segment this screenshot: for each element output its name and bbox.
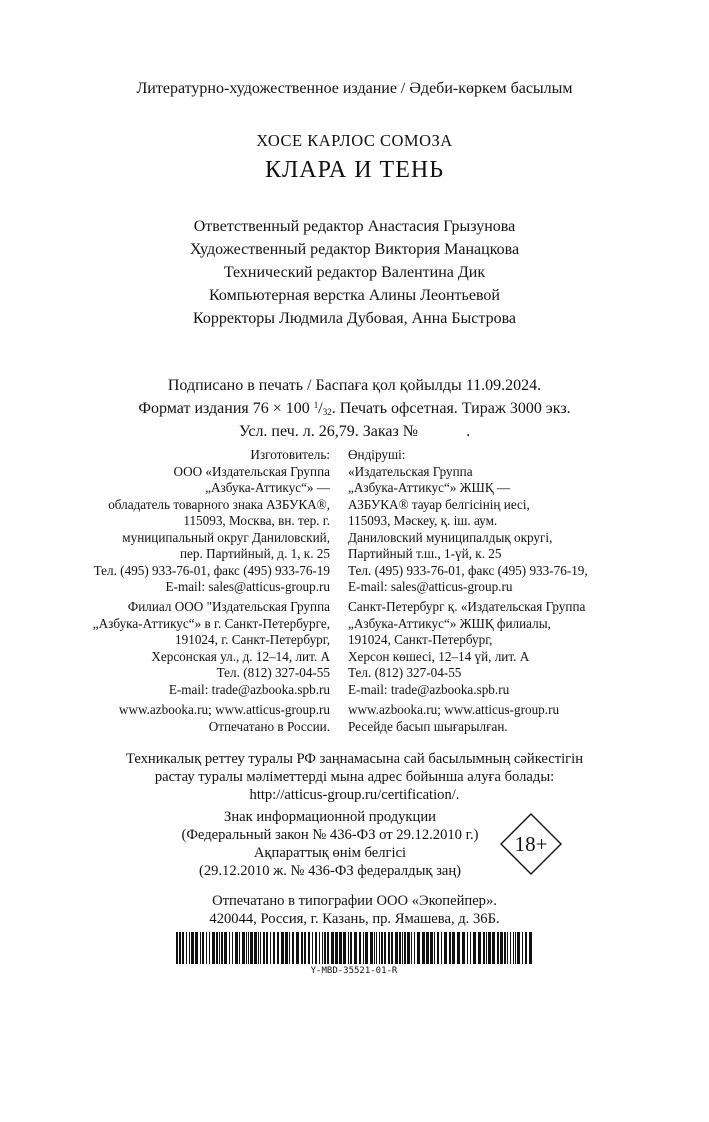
barcode-bar xyxy=(430,932,433,964)
barcode-bar xyxy=(281,932,284,964)
barcode-bar xyxy=(467,932,468,964)
barcode-bar xyxy=(486,932,487,964)
barcode-bar xyxy=(395,932,398,964)
barcode-bar xyxy=(182,932,184,964)
barcode-bar xyxy=(473,932,476,964)
barcode-bar xyxy=(209,932,210,964)
barcode-bar xyxy=(246,932,247,964)
barcode-bar xyxy=(270,932,271,964)
barcode-bar xyxy=(517,932,520,964)
manufacturer-kz: Өндіруші: «Издательская Группа „Азбука-Аттикус“» ЖШҚ — АЗБУКА® тауар белгісінің иесі, 115093, Мәскеу, қ. іш. аум. Даниловский муниципалдық округі, Партийный т.ш., 1-үй, к. 25 Тел. (495) 933-76-01, факс (495) 933-76-19, E-mail: sales@atticus-group.ru xyxy=(348,447,588,594)
barcode-bar xyxy=(515,932,516,964)
barcode-bar xyxy=(417,932,420,964)
barcode-bar xyxy=(513,932,514,964)
barcode-bar xyxy=(235,932,238,964)
barcode-bar xyxy=(322,932,323,964)
age-sign-text: Знак информационной продукции (Федеральный закон № 436-ФЗ от 29.12.2010 г.) Ақпараттық өнім белгісі (29.12.2010 ж. № 436-ФЗ федералдық заң) xyxy=(181,809,479,879)
barcode-bar xyxy=(289,932,290,964)
barcode-bar xyxy=(200,932,201,964)
barcode-bar xyxy=(507,932,508,964)
barcode-bar xyxy=(350,932,352,964)
certification-info: Техникалық реттеу туралы РФ заңнамасына сай басылымның сәйкестігін растау туралы мәліметтерді мына адрес бойынша алуға болады: http://atticus-group.ru/certification/. xyxy=(125,751,584,803)
barcode-bar xyxy=(504,932,506,964)
barcode-bar xyxy=(437,932,439,964)
barcode-bar xyxy=(277,932,279,964)
barcode-bar xyxy=(248,932,249,964)
barcode-bar xyxy=(315,932,317,964)
book-title: КЛАРА И ТЕНЬ xyxy=(265,157,444,183)
credit-line: Компьютерная верстка Алины Леонтьевой xyxy=(209,287,500,304)
barcode-bar xyxy=(376,932,377,964)
barcode-bar xyxy=(422,932,425,964)
barcode-bar xyxy=(370,932,373,964)
barcode-bar xyxy=(411,932,412,964)
barcode-bar xyxy=(202,932,204,964)
barcode-bar xyxy=(263,932,265,964)
barcode-bar xyxy=(254,932,257,964)
barcode-bar xyxy=(444,932,447,964)
barcode-bar xyxy=(388,932,390,964)
barcode-bar xyxy=(449,932,451,964)
barcode-bars xyxy=(176,932,532,964)
credit-line: Корректоры Людмила Дубовая, Анна Быстрова xyxy=(192,310,517,327)
barcode-bar xyxy=(301,932,303,964)
barcode-bar xyxy=(457,932,460,964)
barcode-code: Y-MBD-35521-01-R xyxy=(310,966,398,976)
barcode-bar xyxy=(462,932,465,964)
barcode-bar xyxy=(522,932,523,964)
barcode-bar xyxy=(402,932,403,964)
barcode-bar xyxy=(312,932,313,964)
barcode-bar xyxy=(285,932,288,964)
barcode-bar xyxy=(529,932,532,964)
barcode-bar xyxy=(186,932,187,964)
barcode-bar xyxy=(212,932,215,964)
barcode-bar xyxy=(260,932,261,964)
barcode-bar xyxy=(266,932,268,964)
barcode-bar xyxy=(229,932,230,964)
barcode-bar xyxy=(492,932,495,964)
barcode-bar xyxy=(354,932,357,964)
barcode-bar xyxy=(258,932,259,964)
branch-ru: Филиал ООО "Издательская Группа „Азбука-Аттикус“» в г. Санкт-Петербурге, 191024, г. Санкт-Петербург, Херсонская ул., д. 12–14, лит. А Тел. (812) 327-04-55 E-mail: trade@azbooka.spb.ru xyxy=(92,599,330,697)
barcode-bar xyxy=(335,932,338,964)
barcode-bar xyxy=(497,932,499,964)
barcode-bar xyxy=(224,932,227,964)
barcode-bar xyxy=(308,932,310,964)
web-kz: www.azbooka.ru; www.atticus-group.ru Ресейде басып шығарылған. xyxy=(348,702,560,734)
barcode-bar xyxy=(434,932,435,964)
barcode-bar xyxy=(407,932,410,964)
barcode-bar xyxy=(478,932,481,964)
barcode-bar xyxy=(452,932,455,964)
barcode-bar xyxy=(324,932,326,964)
branch-kz: Санкт-Петербург қ. «Издательская Группа „Азбука-Аттикус“» ЖШҚ филиалы, 191024, Санкт-Петербург, Херсон көшесі, 12–14 үй, лит. А Тел. (812) 327-04-55 E-mail: trade@azbooka.spb.ru xyxy=(348,599,586,697)
age-rating: 18+ xyxy=(514,832,548,856)
credit-line: Художественный редактор Виктория Манацкова xyxy=(189,241,520,258)
barcode-bar xyxy=(239,932,240,964)
credit-line: Ответственный редактор Анастасия Грызунова xyxy=(193,218,516,235)
barcode-bar xyxy=(296,932,299,964)
barcode-bar xyxy=(195,932,198,964)
barcode-bar xyxy=(374,932,375,964)
barcode-bar xyxy=(250,932,253,964)
barcode xyxy=(176,932,532,982)
barcode-bar xyxy=(327,932,329,964)
barcode-bar xyxy=(219,932,220,964)
barcode-bar xyxy=(365,932,368,964)
barcode-bar xyxy=(384,932,386,964)
barcode-bar xyxy=(426,932,429,964)
barcode-bar xyxy=(191,932,194,964)
barcode-bar xyxy=(292,932,294,964)
credit-line: Технический редактор Валентина Дик xyxy=(223,264,486,281)
barcode-bar xyxy=(483,932,485,964)
barcode-bar xyxy=(221,932,223,964)
barcode-bar xyxy=(391,932,393,964)
web-ru: www.azbooka.ru; www.atticus-group.ru Отпечатано в России. xyxy=(118,702,330,734)
barcode-bar xyxy=(510,932,511,964)
printer-info: Отпечатано в типографии ООО «Экопейпер». 420044, Россия, г. Казань, пр. Ямашева, д. 36Б. xyxy=(209,893,500,927)
age-rating-badge xyxy=(500,813,562,875)
edition-type: Литературно-художественное издание / Әдеби-көркем басылым xyxy=(136,80,573,97)
barcode-bar xyxy=(319,932,320,964)
barcode-bar xyxy=(441,932,442,964)
barcode-bar xyxy=(470,932,471,964)
barcode-bar xyxy=(359,932,361,964)
barcode-bar xyxy=(273,932,275,964)
print-info xyxy=(0,376,709,442)
barcode-bar xyxy=(488,932,491,964)
sheets-order: Усл. печ. л. 26,79. Заказ № . xyxy=(238,423,471,440)
barcode-bar xyxy=(179,932,181,964)
barcode-bar xyxy=(343,932,346,964)
barcode-bar xyxy=(525,932,527,964)
manufacturer-ru: Изготовитель: ООО «Издательская Группа „Азбука-Аттикус“» — обладатель товарного знака АЗБУКА®, 115093, Москва, вн. тер. г. муниципальный округ Даниловский, пер. Партийный, д. 1, к. 25 Тел. (495) 933-76-01, факс (495) 933-76-19 E-mail: sales@atticus-group.ru xyxy=(93,447,330,594)
barcode-bar xyxy=(304,932,306,964)
signed-date: Подписано в печать / Баспаға қол қойылды 11.09.2024. xyxy=(167,377,542,394)
barcode-bar xyxy=(399,932,401,964)
barcode-bar xyxy=(381,932,383,964)
barcode-bar xyxy=(363,932,364,964)
barcode-bar xyxy=(500,932,503,964)
barcode-bar xyxy=(331,932,334,964)
credits xyxy=(0,218,709,333)
barcode-bar xyxy=(414,932,415,964)
barcode-bar xyxy=(189,932,190,964)
barcode-bar xyxy=(176,932,178,964)
barcode-bar xyxy=(206,932,207,964)
barcode-bar xyxy=(339,932,342,964)
barcode-bar xyxy=(242,932,245,964)
barcode-bar xyxy=(232,932,233,964)
barcode-bar xyxy=(404,932,406,964)
barcode-bar xyxy=(379,932,380,964)
barcode-bar xyxy=(216,932,218,964)
barcode-bar xyxy=(348,932,349,964)
author-name: ХОСЕ КАРЛОС СОМОЗА xyxy=(256,131,453,150)
format-line: Формат издания 76 × 100 $^1/_{32}$. Печать офсетная. Тираж 3000 экз. xyxy=(138,399,571,417)
